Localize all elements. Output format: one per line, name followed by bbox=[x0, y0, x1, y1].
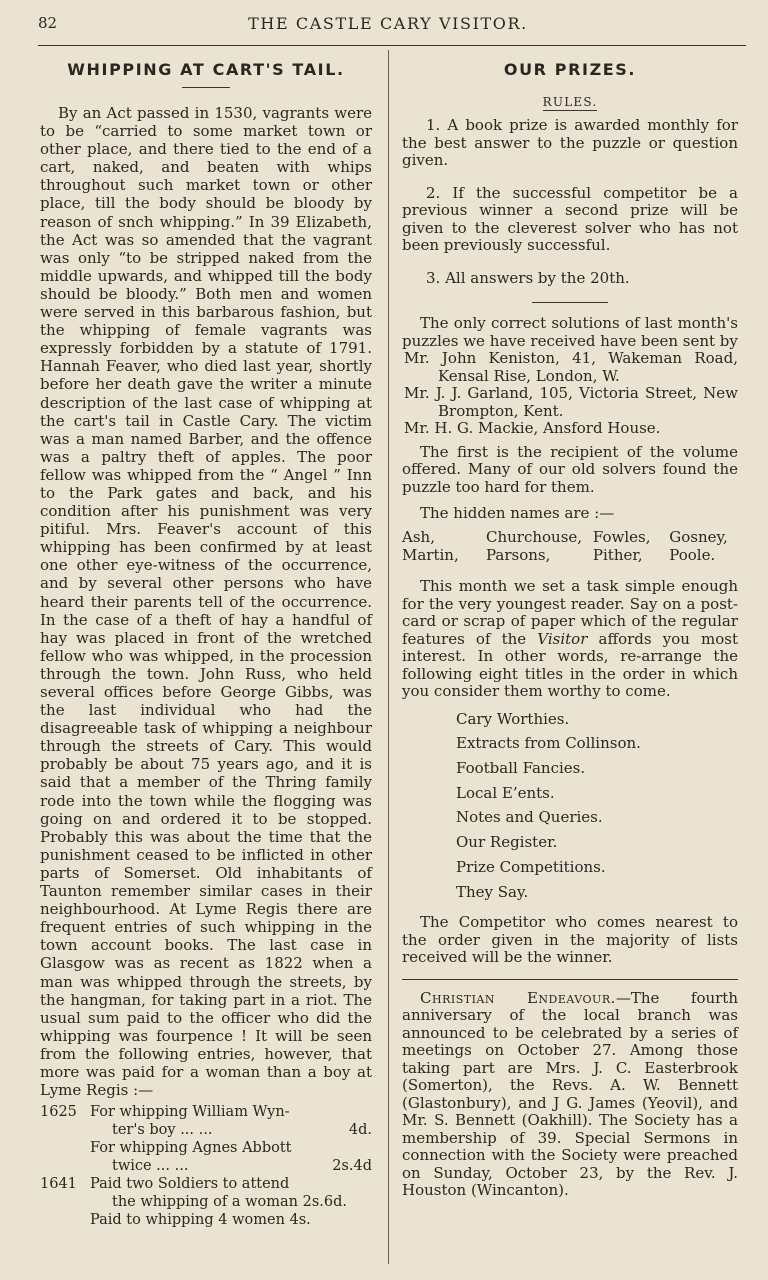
feature-titles bbox=[456, 707, 738, 905]
ledger-amount: 2s.4d bbox=[332, 1158, 372, 1175]
hidden-name: Martin, bbox=[402, 546, 459, 565]
hidden-names bbox=[402, 528, 738, 564]
rules-list bbox=[402, 117, 738, 287]
running-head bbox=[38, 14, 738, 40]
hidden-name: Gosney, bbox=[669, 528, 728, 547]
hidden-name: Poole. bbox=[669, 546, 716, 565]
article-paragraph: By an Act passed in 1530, vagrants were to be “carried to some market town or other place, and there tied to the end of a cart, naked, and beaten with whips throughout such market town or other place, till the body should be bloody by reason of snch whipping.” In 39 Elizabeth, the Act was so amended that the vagrant was only “to be stripped naked from the middle upwards, and whipped till the body should be bloody.” Both men and women were served in this barbarous fashion, but the whipping of female vagrants was expressly forbidden by a statute of 1791. Hannah Feaver, who died last year, shortly before her death gave the writer a minute description of the last case of whipping at the cart's tail in Castle Cary. The victim was a man named Barber, and the offence was a paltry theft of apples. The poor fellow was whipped from the “ Angel ” Inn to the Park gates and back, and his condition after his punishment was very pitiful. Mrs. Feaver's account of this whipping has been confirmed by at least one other eye-witness of the occurrence, and by several other persons who have heard their parents tell of the occurrence. In the case of a theft of hay a handful of hay was placed in front of the wretched fellow who was whipped, in the procession through the town. John Russ, who held several offices before George Gibbs, was the last individual who had the disagreeable task of whipping a neighbour through the streets of Cary. This would probably be about 75 years ago, and it is said that a member of the Thring family rode into the town while the flogging was going on and ordered it to be stopped. Probably this was about the time that the punishment ceased to be inflicted in other parts of Somerset. Old inhabitants of Taunton remember similar cases in their neighbourhood. At Lyme Regis there are frequent entries of such whipping in the town account books. The last case in Glasgow was as recent as 1822 when a man was whipped through the streets, by the hangman, for taking part in a riot. The usual sum paid to the officer who did the whipping was fourpence ! It will be seen from the following entries, however, that more was paid for a woman than a boy at Lyme Regis :— bbox=[40, 104, 372, 1100]
ledger-entries bbox=[40, 1103, 372, 1229]
endeavour-heading: Christian Endeavour. bbox=[420, 988, 616, 1007]
ledger-year: 1625 bbox=[40, 1104, 77, 1121]
ledger-line: For whipping Agnes Abbott bbox=[90, 1140, 292, 1157]
feature-title: Our Register. bbox=[456, 833, 558, 852]
ledger-line: twice ... ... 2s.4d bbox=[112, 1158, 372, 1175]
article-title: WHIPPING AT CART'S TAIL. bbox=[67, 60, 345, 79]
rule-item: 3. All answers by the 20th. bbox=[426, 268, 630, 287]
title-rule bbox=[182, 87, 230, 88]
ledger-line: ter's boy ... ... 4d. bbox=[112, 1122, 372, 1139]
hidden-name: Ash, bbox=[402, 528, 435, 547]
endeavour-paragraph: Christian Endeavour.—The fourth anniversary of the local branch was announced to be celebrated by a series of meetings on October 27. Among those taking part are Mrs. J. C. Easterbrook (Somerton), the Revs. A. W. Bennett (Glastonbury), and J G. James (Yeovil), and Mr. S. Bennett (Oakhill). The Society has a membership of 39. Special Sermons in connection with the Society were preached on Sunday, October 23, by the Rev. J. Houston (Wincanton). bbox=[402, 988, 738, 1200]
feature-title: Prize Competitions. bbox=[456, 857, 606, 876]
section-rule bbox=[402, 979, 738, 980]
rule-item: 1. A book prize is awarded monthly for the best answer to the puzzle or question given. bbox=[402, 116, 738, 169]
solutions-section bbox=[402, 315, 738, 701]
feature-title: Football Fancies. bbox=[456, 759, 586, 777]
winner-entry: Mr. H. G. Mackie, Ansford House. bbox=[404, 419, 661, 437]
recipient-note: The first is the recipient of the volume offered. Many of our old solvers found the puzzle too hard for them. bbox=[402, 442, 738, 496]
endeavour-section bbox=[402, 990, 738, 1200]
rules-heading: RULES. bbox=[542, 95, 598, 109]
ledger-description bbox=[90, 1175, 372, 1229]
hidden-name: Churchouse, bbox=[486, 528, 583, 547]
rule-item: 2. If the successful competitor be a previous winner a second prize will be given to the cleverest solver who has not been previously successful. bbox=[402, 183, 738, 254]
header-rule bbox=[38, 45, 746, 46]
ledger-amount: 4d. bbox=[348, 1122, 372, 1139]
running-title: THE CASTLE CARY VISITOR. bbox=[248, 14, 528, 33]
hidden-name: Fowles, bbox=[592, 528, 651, 547]
ledger-entry bbox=[40, 1175, 372, 1229]
hidden-name: Pither, bbox=[592, 546, 643, 565]
feature-title: They Say. bbox=[456, 882, 529, 901]
competitor-note: The Competitor who comes nearest to the order given in the majority of lists received will be the winner. bbox=[402, 913, 738, 967]
column-divider bbox=[388, 50, 389, 1264]
feature-title: Extracts from Collinson. bbox=[456, 734, 641, 753]
winner-entry: Mr. J. J. Garland, 105, Victoria Street, New Brompton, Kent. bbox=[404, 384, 738, 420]
page-number: 82 bbox=[38, 14, 58, 32]
feature-title: Notes and Queries. bbox=[456, 808, 603, 827]
competitor-section bbox=[402, 914, 738, 967]
solutions-intro: The only correct solutions of last month's puzzles we have received have been sent by bbox=[402, 314, 738, 350]
ledger-line: Paid to whipping 4 women 4s. bbox=[90, 1212, 311, 1229]
ledger-line: For whipping William Wyn- bbox=[90, 1104, 290, 1121]
feature-title: Local E’ents. bbox=[456, 783, 555, 802]
hidden-name: Parsons, bbox=[486, 546, 551, 565]
article-body bbox=[40, 104, 372, 1099]
section-rule bbox=[532, 302, 608, 303]
ledger-entry bbox=[40, 1103, 372, 1175]
ledger-line: Paid two Soldiers to attend bbox=[90, 1176, 290, 1193]
hidden-names-label: The hidden names are :— bbox=[420, 504, 615, 522]
task-paragraph: This month we set a task simple enough for the very youngest reader. Say on a post-card or scrap of paper which of the regular features of the Visitor affords you most interest. In other words, re-arrange the following eight titles in the order in which you consider them worthy to come. bbox=[402, 577, 738, 701]
ledger-year: 1641 bbox=[40, 1176, 77, 1193]
ledger-description bbox=[90, 1103, 372, 1175]
winner-entry: Mr. John Keniston, 41, Wakeman Road, Kensal Rise, London, W. bbox=[404, 349, 738, 385]
left-column bbox=[40, 56, 372, 1229]
feature-title: Cary Worthies. bbox=[456, 709, 570, 728]
right-column bbox=[402, 56, 738, 1200]
prizes-title: OUR PRIZES. bbox=[503, 60, 637, 79]
ledger-line: the whipping of a woman 2s.6d. bbox=[112, 1194, 348, 1211]
